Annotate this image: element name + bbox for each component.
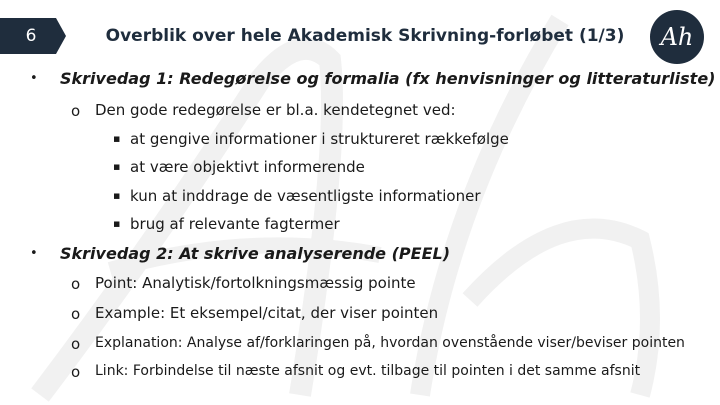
point-item: kun at inddrage de væsentligste informationer: [130, 187, 481, 205]
bullet-level2: o: [71, 102, 81, 120]
point-item: brug af relevante fagtermer: [130, 215, 340, 233]
slide-number-tab: [0, 18, 66, 54]
slide-number: 6: [25, 26, 37, 46]
section-heading-1: Skrivedag 1: Redegørelse og formalia (fx henvisninger og litteraturliste): [60, 69, 716, 88]
section-heading-2: Skrivedag 2: At skrive analyserende (PEEL): [60, 244, 450, 263]
bullet-level2: o: [71, 363, 81, 381]
bullet-level2: o: [71, 305, 81, 323]
logo: [650, 10, 704, 64]
logo-text: Ah: [660, 23, 694, 51]
bullet-level2: o: [71, 335, 81, 353]
point-item: at gengive informationer i struktureret rækkefølge: [130, 130, 509, 148]
bullet-level2: o: [71, 275, 81, 293]
sub-item: Den gode redegørelse er bl.a. kendetegnet ved:: [95, 101, 456, 119]
slide-title: Overblik over hele Akademisk Skrivning-forløbet (1/3): [105, 26, 625, 46]
bullet-level3: ▪: [113, 132, 121, 145]
point-item: at være objektivt informerende: [130, 158, 365, 176]
bullet-level3: ▪: [113, 160, 121, 173]
sub-item: Point: Analytisk/fortolkningsmæssig pointe: [95, 274, 416, 292]
sub-item: Explanation: Analyse af/forklaringen på, hvordan ovenstående viser/beviser pointen: [95, 335, 685, 351]
bullet-level1: •: [30, 246, 38, 261]
sub-item: Link: Forbindelse til næste afsnit og evt. tilbage til pointen i det samme afsnit: [95, 363, 641, 379]
bullet-level1: •: [30, 71, 38, 86]
bullet-level3: ▪: [113, 217, 121, 230]
bullet-level3: ▪: [113, 189, 121, 202]
sub-item: Example: Et eksempel/citat, der viser pointen: [95, 304, 439, 322]
